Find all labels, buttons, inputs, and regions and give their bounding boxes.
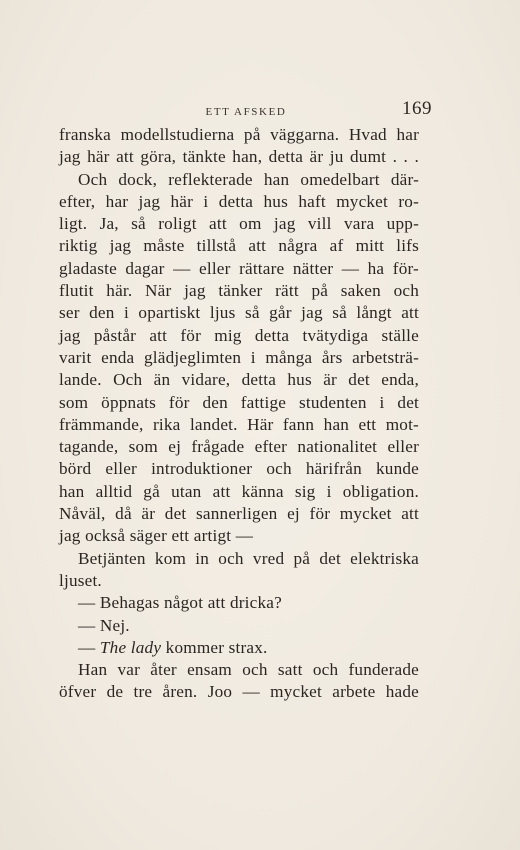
text-line: tagande, som ej frågade efter nationalitet eller (59, 437, 419, 457)
text-line: Och dock, reflekterade han omedelbart där- (78, 169, 419, 189)
text-line: flutit här. När jag tänker rätt på saken och (59, 281, 419, 301)
text-line: lande. Och än vidare, detta hus är det enda, (59, 370, 419, 390)
page-number: 169 (402, 98, 432, 119)
text-line: han alltid gå utan att känna sig i obligation. (59, 481, 419, 501)
text-line: som öppnats för den fattige studenten i det (59, 392, 419, 412)
text-line: jag påstår att för mig detta tvätydiga ställe (59, 325, 419, 345)
dialogue-line: — The lady kommer strax. (78, 637, 268, 657)
running-title: ETT AFSKED (205, 106, 287, 118)
text-line: ser den i opartiskt ljus så går jag så långt att (59, 303, 419, 323)
body-text (59, 124, 419, 704)
text-line: öfver de tre åren. Joo — mycket arbete hade (59, 682, 419, 702)
text-line: riktig jag måste tillstå att några af mitt lifs (59, 236, 419, 256)
text-line: jag också säger ett artigt — (59, 526, 254, 546)
dialogue-line: — Behagas något att dricka? (78, 593, 282, 613)
text-line: franska modellstudierna på väggarna. Hvad har (59, 125, 419, 144)
text-line: ljuset. (59, 570, 102, 590)
text-line: ligt. Ja, så roligt att om jag vill vara upp- (59, 214, 419, 234)
text-line: gladaste dagar — eller rättare nätter — ha för- (59, 258, 419, 278)
text-line: efter, har jag här i detta hus haft mycket ro- (59, 191, 419, 211)
dialogue-line: — Nej. (78, 615, 130, 635)
text-line: varit enda glädjeglimten i många års arbetsträ- (59, 347, 419, 367)
italic-phrase: The lady (99, 637, 162, 657)
text-line: Han var åter ensam och satt och funderade (78, 660, 419, 680)
text-line: Betjänten kom in och vred på det elektriska (78, 548, 419, 568)
text-line: jag här att göra, tänkte han, detta är ju dumt . . . (59, 147, 419, 167)
text-line: Nåväl, då är det sannerligen ej för mycket att (59, 504, 419, 524)
text-line: främmande, rika landet. Här fann han ett mot- (59, 414, 419, 434)
text-span: kommer strax. (161, 637, 268, 657)
text-line: börd eller introduktioner och härifrån kunde (59, 459, 419, 479)
